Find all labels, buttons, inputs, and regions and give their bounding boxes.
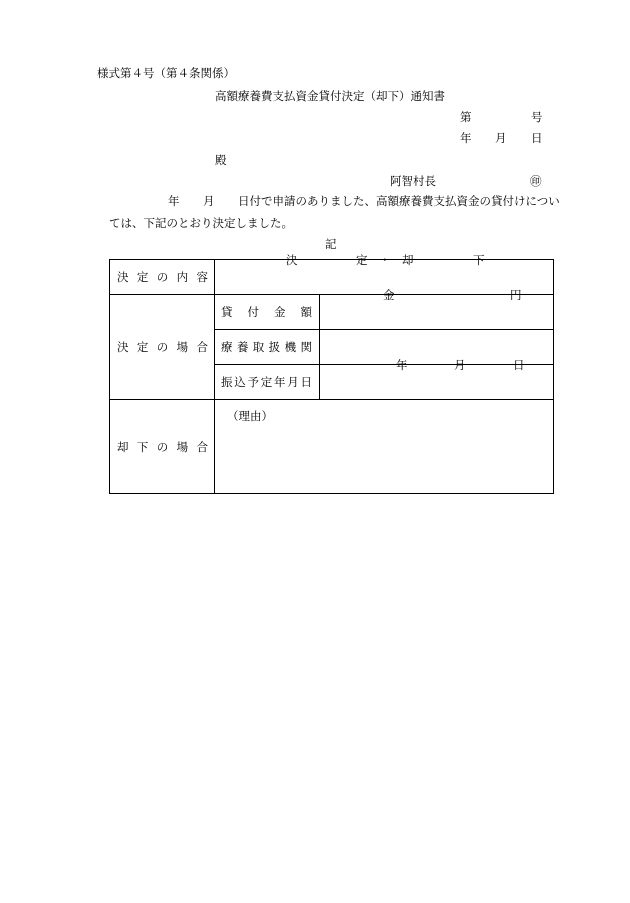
label-char: 年 — [274, 375, 286, 389]
transfer-month: 月 — [454, 358, 466, 372]
label-char: 込 — [234, 375, 246, 389]
body-line2-text: ては、下記のとおり決定しました。 — [109, 216, 293, 230]
label-char: 額 — [300, 305, 312, 319]
label-char: 関 — [300, 340, 312, 354]
label-char: 内 — [176, 270, 189, 284]
decision-separator: ・ — [379, 253, 391, 267]
issue-date-day: 日 — [531, 131, 543, 145]
decision-char: 却 — [402, 253, 414, 267]
reason-label: （理由） — [227, 409, 273, 423]
decision-char: 下 — [473, 253, 485, 267]
transfer-date-value-cell — [320, 358, 554, 400]
approval-label-cell — [110, 295, 215, 400]
issue-date-month: 月 — [495, 131, 507, 145]
loan-amount-value-cell — [320, 288, 554, 330]
label-char: 日 — [300, 375, 312, 389]
loan-amount-row — [110, 295, 554, 330]
label-char: 貸 — [221, 305, 233, 319]
label-char: 養 — [236, 340, 249, 354]
loan-amount-yen: 円 — [510, 288, 522, 302]
label-char: 扱 — [268, 340, 281, 354]
decision-char: 決 — [286, 253, 298, 267]
label-char: 容 — [196, 270, 208, 284]
loan-amount-label-cell — [215, 295, 320, 330]
label-char: の — [156, 439, 169, 454]
transfer-year: 年 — [396, 358, 408, 372]
label-char: 振 — [221, 375, 233, 389]
institution-label-cell — [215, 330, 320, 365]
label-char: 月 — [287, 375, 299, 389]
issue-date-year: 年 — [460, 131, 472, 145]
label-char: 場 — [176, 439, 189, 454]
decision-label-cell — [110, 260, 215, 295]
label-char: の — [156, 270, 169, 284]
ki-heading: 記 — [325, 237, 337, 251]
label-char: 定 — [136, 340, 149, 354]
transfer-day: 日 — [513, 358, 525, 372]
sender-name: 阿智村長 — [390, 174, 436, 188]
label-char: 定 — [136, 270, 149, 284]
label-char: 下 — [136, 439, 149, 454]
seal-mark: ㊞ — [530, 174, 542, 188]
label-char: 付 — [247, 305, 259, 319]
decision-table — [109, 253, 554, 494]
decision-row — [110, 260, 554, 295]
label-char: 金 — [274, 305, 286, 319]
loan-amount-kin: 金 — [383, 288, 395, 302]
transfer-date-label-cell — [215, 365, 320, 400]
number-prefix: 第 — [460, 110, 472, 124]
label-char: 決 — [117, 340, 129, 354]
label-char: 予 — [247, 375, 259, 389]
label-char: 療 — [221, 340, 233, 354]
form-number-label: 様式第４号（第４条関係） — [97, 66, 235, 80]
body-line1-text: 日付で申請のありました、高額療養費支払資金の貸付けについ — [238, 194, 560, 208]
label-char: 取 — [252, 340, 265, 354]
label-char: 合 — [196, 340, 208, 354]
body-year: 年 — [168, 194, 180, 208]
label-char: の — [156, 340, 169, 354]
decision-char: 定 — [356, 253, 368, 267]
rejection-reason-cell — [215, 400, 554, 494]
label-char: 機 — [284, 340, 297, 354]
document-title: 高額療養費支払資金貸付決定（却下）通知書 — [215, 89, 445, 103]
rejection-label-cell — [110, 400, 215, 494]
addressee-honorific: 殿 — [215, 153, 227, 167]
label-char: 場 — [176, 340, 189, 354]
label-char: 決 — [117, 270, 129, 284]
number-suffix: 号 — [531, 110, 543, 124]
label-char: 定 — [260, 375, 273, 389]
label-char: 却 — [117, 439, 129, 454]
rejection-row — [110, 400, 554, 494]
body-month: 月 — [203, 194, 215, 208]
label-char: 合 — [196, 439, 208, 454]
